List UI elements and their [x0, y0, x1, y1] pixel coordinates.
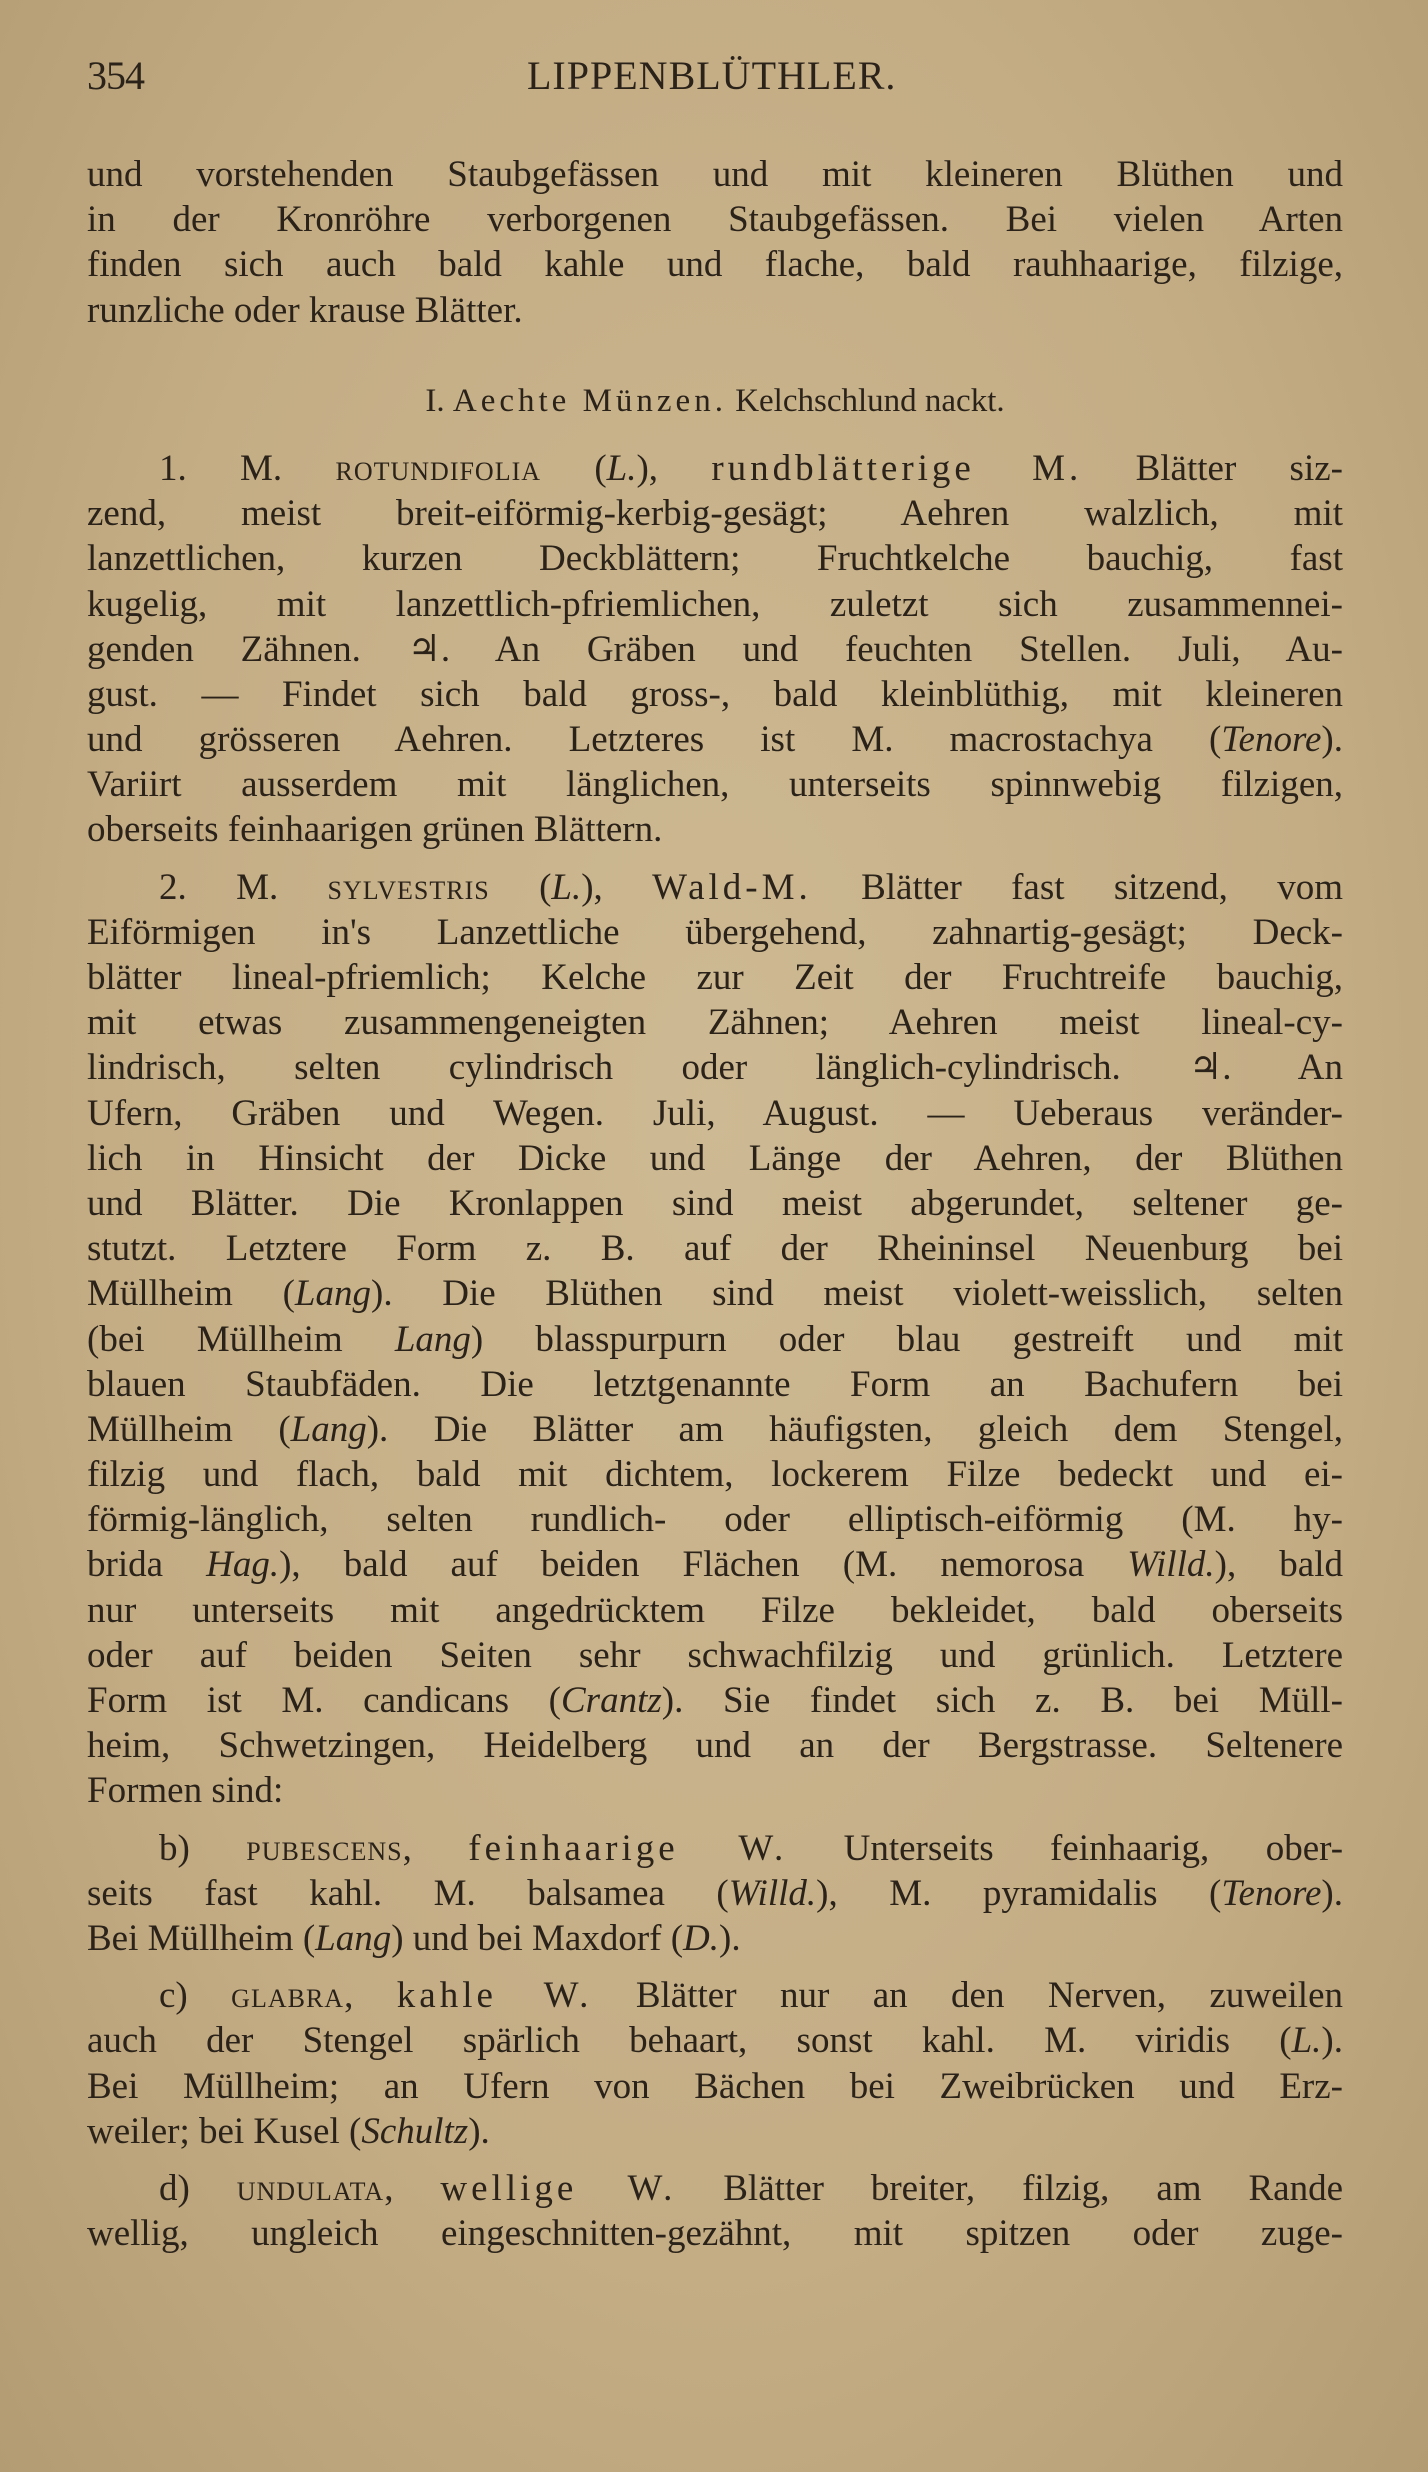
text-line — [87, 955, 1343, 1000]
text-segment: Blätter breiter, filzig, am Rande — [676, 2167, 1343, 2209]
text-line — [87, 582, 1343, 627]
text-line — [87, 1452, 1343, 1497]
author-citation: D. — [683, 1917, 720, 1959]
text-line — [87, 1768, 1343, 1813]
text-line — [87, 1000, 1343, 1045]
species-name: rotundifolia — [335, 447, 542, 489]
author-citation: Lang — [394, 1318, 471, 1360]
text-line — [87, 1973, 1343, 2018]
running-title: LIPPENBLÜTHLER. — [527, 53, 897, 98]
text-segment: oder auf beiden Seiten sehr schwachfilzig und grünlich. Letztere — [87, 1634, 1343, 1676]
text-line — [87, 446, 1343, 491]
author-citation: Willd. — [728, 1872, 817, 1914]
author-citation: L. — [606, 447, 637, 489]
text-line — [87, 865, 1343, 910]
spaced-name: feinhaarige W. — [468, 1827, 788, 1869]
text-segment: Variirt ausserdem mit länglichen, unterseits spinnwebig filzigen, — [87, 764, 1343, 806]
text-segment: , — [344, 1975, 397, 2017]
text-segment: 2. M. — [159, 866, 328, 908]
text-segment: heim, Schwetzingen, Heidelberg und an der Bergstrasse. Seltenere — [87, 1725, 1343, 1767]
text-segment: Müllheim ( — [87, 1408, 291, 1450]
text-segment: in der Kronröhre verborgenen Staubgefässen. Bei vielen Arten — [87, 199, 1343, 241]
text-segment: Blätter siz- — [1082, 447, 1343, 489]
text-segment: und Blätter. Die Kronlappen sind meist abgerundet, seltener ge- — [87, 1182, 1343, 1224]
text-segment: Blätter fast sitzend, vom — [811, 866, 1344, 908]
text-segment: blätter lineal-pfriemlich; Kelche zur Zeit der Fruchtreife bauchig, — [87, 957, 1343, 998]
text-segment: (bei Müllheim — [87, 1318, 395, 1360]
text-segment: lanzettlichen, kurzen Deckblättern; Fruchtkelche bauchig, fast — [87, 538, 1343, 580]
text-line — [87, 910, 1343, 955]
text-segment: ), bald auf beiden Flächen (M. nemorosa — [279, 1544, 1128, 1586]
text-segment: oberseits feinhaarigen grünen Blättern. — [87, 809, 663, 851]
text-segment: blauen Staubfäden. Die letztgenannte Form an Bachufern bei — [87, 1363, 1343, 1405]
text-line — [87, 1136, 1343, 1181]
text-line — [87, 1091, 1343, 1136]
text-segment: auch der Stengel spärlich behaart, sonst kahl. M. viridis ( — [87, 2020, 1292, 2062]
text-line — [87, 1826, 1343, 1871]
spaced-name: wellige W. — [440, 2167, 677, 2209]
text-segment: ). Die Blüthen sind meist violett-weisslich, selten — [371, 1273, 1343, 1315]
text-segment: kugelig, mit lanzettlich-pfriemlichen, zuletzt sich zusammennei- — [87, 583, 1343, 625]
text-segment: ). — [468, 2110, 490, 2152]
text-line — [87, 1407, 1343, 1452]
text-line — [87, 2211, 1343, 2256]
author-citation: Willd. — [1127, 1544, 1215, 1586]
text-line — [87, 807, 1343, 852]
text-line — [87, 1633, 1343, 1678]
text-segment: weiler; bei Kusel ( — [87, 2110, 362, 2152]
text-segment: ). — [719, 1917, 741, 1959]
text-segment: ). Die Blätter am häufigsten, gleich dem Stengel, — [366, 1408, 1344, 1450]
text-line — [87, 2064, 1343, 2109]
text-segment: d) — [159, 2167, 237, 2209]
text-line — [87, 2166, 1343, 2211]
text-segment: lich in Hinsicht der Dicke und Länge der Aehren, der Blüthen — [87, 1137, 1343, 1179]
text-segment: ), — [636, 447, 712, 489]
text-segment: und vorstehenden Staubgefässen und mit kleineren Blüthen und — [87, 154, 1343, 195]
text-line — [87, 2109, 1343, 2154]
species-name: sylvestris — [327, 866, 490, 908]
text-segment: gust. — Findet sich bald gross-, bald kleinblüthig, mit kleineren — [87, 673, 1343, 715]
text-segment: Kelchschlund nackt. — [726, 382, 1005, 419]
author-citation: L. — [551, 866, 582, 908]
text-segment: wellig, ungleich eingeschnitten-gezähnt, mit spitzen oder zuge- — [87, 2213, 1343, 2255]
text-line — [87, 491, 1343, 536]
text-segment: Blätter nur an den Nerven, zuweilen — [592, 1975, 1343, 2017]
text-segment: , — [402, 1827, 469, 1869]
text-segment: ( — [541, 447, 607, 489]
text-line — [87, 1226, 1343, 1271]
text-segment: ), M. pyramidalis ( — [816, 1872, 1222, 1914]
text-segment: filzig und flach, bald mit dichtem, lockerem Filze bedeckt und ei- — [87, 1454, 1343, 1496]
text-segment: Eiförmigen in's Lanzettliche übergehend, zahnartig-gesägt; Deck- — [87, 911, 1343, 953]
author-citation: Tenore — [1221, 719, 1322, 761]
text-segment: mit etwas zusammengeneigten Zähnen; Aehren meist lineal-cy- — [87, 1002, 1343, 1044]
text-segment: und grösseren Aehren. Letzteres ist M. macrostachya ( — [87, 719, 1222, 761]
text-segment: Bei Müllheim; an Ufern von Bächen bei Zweibrücken und Erz- — [87, 2065, 1343, 2107]
text-segment: b) — [159, 1827, 247, 1869]
text-segment: stutzt. Letztere Form z. B. auf der Rheininsel Neuenburg bei — [87, 1228, 1343, 1270]
text-line — [87, 152, 1343, 197]
text-line — [87, 1588, 1343, 1633]
text-segment: 1. M. — [159, 447, 336, 489]
text-line — [87, 197, 1343, 242]
text-line — [87, 717, 1343, 762]
text-line — [87, 1045, 1343, 1090]
text-segment: ). — [1321, 2020, 1343, 2062]
text-segment: finden sich auch bald kahle und flache, bald rauhhaarige, filzige, — [87, 244, 1343, 286]
text-line — [87, 1678, 1343, 1723]
text-segment: Unterseits feinhaarig, ober- — [787, 1827, 1344, 1869]
author-citation: Lang — [290, 1408, 367, 1450]
text-segment: Bei Müllheim ( — [87, 1917, 316, 1959]
text-segment: Ufern, Gräben und Wegen. Juli, August. — Ueberaus veränder- — [87, 1092, 1343, 1134]
text-line — [87, 1916, 1343, 1961]
text-line — [87, 2018, 1343, 2063]
text-segment: ) und bei Maxdorf ( — [391, 1917, 684, 1959]
text-segment: ), bald — [1214, 1544, 1343, 1586]
species-name: undulata — [236, 2167, 385, 2209]
text-segment: Form ist M. candicans ( — [87, 1680, 561, 1721]
author-citation: Crantz — [561, 1680, 662, 1721]
text-line — [87, 1271, 1343, 1316]
text-segment: ) blasspurpurn oder blau gestreift und mit — [470, 1318, 1343, 1360]
author-citation: Tenore — [1221, 1872, 1322, 1914]
author-citation: Lang — [315, 1917, 392, 1959]
text-line — [87, 1362, 1343, 1407]
text-segment: ), — [581, 866, 653, 908]
text-segment: Müllheim ( — [87, 1273, 295, 1315]
text-segment: ). — [1321, 719, 1343, 761]
text-line — [87, 672, 1343, 717]
text-line — [87, 288, 1343, 333]
author-citation: Schultz — [361, 2110, 469, 2152]
text-segment: lindrisch, selten cylindrisch oder länglich-cylindrisch. ♃. An — [87, 1047, 1343, 1089]
species-name: pubescens — [246, 1827, 403, 1869]
text-segment: I. — [425, 382, 453, 419]
spaced-name: rundblätterige M. — [711, 447, 1083, 489]
text-line — [87, 1542, 1343, 1587]
text-line — [87, 1181, 1343, 1226]
species-name: glabra — [231, 1975, 345, 2017]
text-segment: , — [384, 2167, 441, 2209]
text-segment: genden Zähnen. ♃. An Gräben und feuchten Stellen. Juli, Au- — [87, 628, 1343, 670]
text-segment: ). Sie findet sich z. B. bei Müll- — [661, 1680, 1343, 1721]
text-segment: nur unterseits mit angedrücktem Filze bekleidet, bald oberseits — [87, 1589, 1343, 1631]
author-citation: Hag. — [206, 1544, 280, 1586]
text-line — [87, 627, 1343, 672]
spaced-name: Wald-M. — [652, 866, 812, 908]
text-segment: ). — [1321, 1872, 1343, 1914]
text-segment: c) — [159, 1975, 232, 2017]
text-line — [87, 1497, 1343, 1542]
page-header — [87, 52, 1343, 102]
text-line — [87, 1871, 1343, 1916]
page-number: 354 — [87, 53, 144, 98]
text-line — [87, 1723, 1343, 1768]
spaced-name: kahle W. — [396, 1975, 593, 2017]
text-line — [87, 536, 1343, 581]
text-segment: brida — [87, 1544, 207, 1586]
text-line — [87, 762, 1343, 807]
author-citation: Lang — [294, 1273, 371, 1315]
text-segment: runzliche oder krause Blätter. — [87, 289, 523, 331]
text-line — [87, 1317, 1343, 1362]
text-segment: Formen sind: — [87, 1770, 284, 1812]
body-text — [87, 152, 1343, 2256]
text-segment: förmig-länglich, selten rundlich- oder elliptisch-eiförmig (M. hy- — [87, 1499, 1343, 1541]
section-heading — [87, 379, 1343, 424]
text-line — [87, 242, 1343, 287]
text-segment: seits fast kahl. M. balsamea ( — [87, 1872, 729, 1914]
spaced-name: Aechte Münzen. — [452, 382, 727, 419]
text-segment: ( — [489, 866, 552, 908]
text-segment: zend, meist breit-eiförmig-kerbig-gesägt; Aehren walzlich, mit — [87, 493, 1343, 535]
author-citation: L. — [1291, 2020, 1322, 2062]
